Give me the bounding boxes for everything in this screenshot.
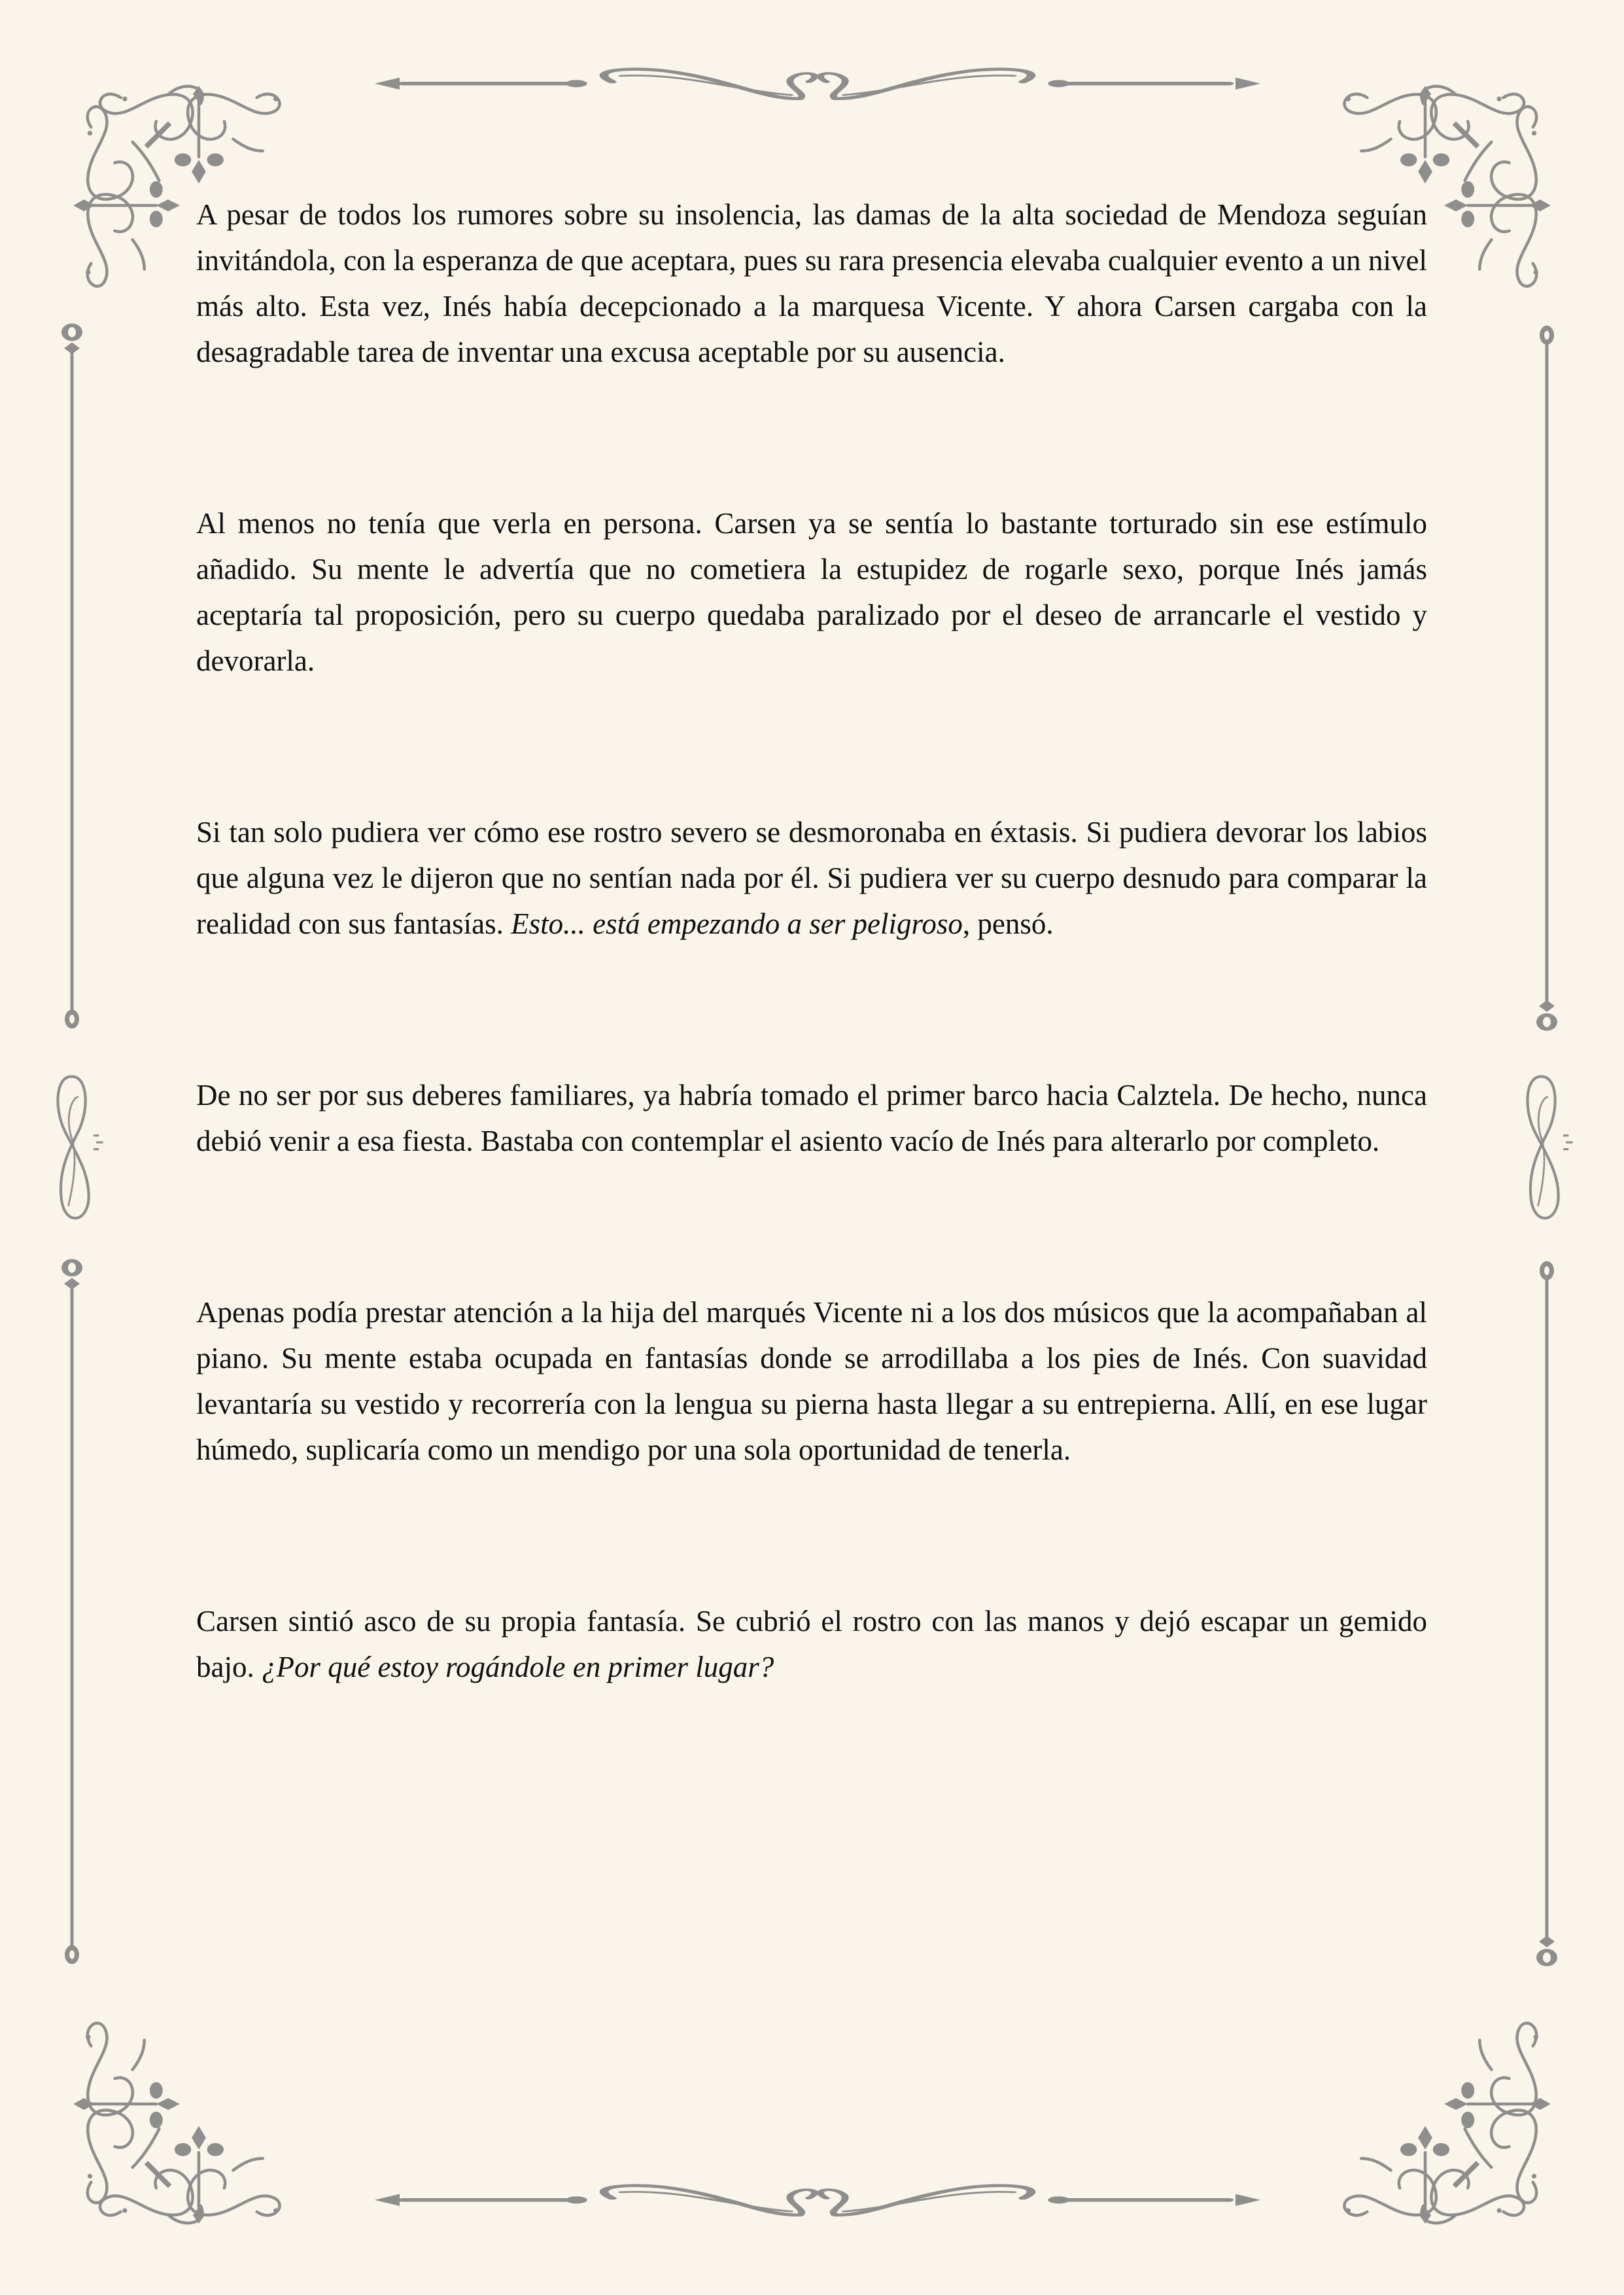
corner-flourish-bottom-right-icon — [1320, 1999, 1568, 2247]
paragraph-5-text: Apenas podía prestar atención a la hija del marqués Vicente ni a los dos músicos que la acompañaban al piano. Su mente estaba ocupada en fantasías donde se arrodillaba a los pies de Inés. Con suavidad levantaría su vestido y recorrería con la lengua su pierna hasta llegar a su entrepierna. Allí, en ese lugar húmedo, suplicaría como un mendigo por una sola oportunidad de tenerla. — [196, 1296, 1427, 1466]
paragraph-1-text: A pesar de todos los rumores sobre su insolencia, las damas de la alta sociedad de Mendoza seguían invitándola, con la esperanza de que aceptara, pues su rara presencia elevaba cualquier evento a un nivel más alto. Esta vez, Inés había decepcionado a la marquesa Vicente. Y ahora Carsen cargaba con la desagradable tarea de inventar una excusa aceptable por su ausencia. — [196, 198, 1427, 368]
body-text — [196, 192, 1427, 1827]
paragraph-6 — [196, 1598, 1427, 1690]
scroll-divider-top-icon — [353, 46, 1282, 118]
side-rod-right-lower-icon — [1534, 1256, 1560, 1969]
paragraph-6-text: Carsen sintió asco de su propia fantasía. Se cubrió el rostro con las manos y dejó escapar un gemido bajo. — [196, 1605, 1427, 1683]
paragraph-2-text: Al menos no tenía que verla en persona. Carsen ya se sentía lo bastante torturado sin ese estímulo añadido. Su mente le advertía que no cometiera la estupidez de rogarle sexo, porque Inés jamás aceptaría tal proposición, pero su cuerpo quedaba paralizado por el deseo de arrancarle el vestido y devorarla. — [196, 507, 1427, 677]
side-rod-left-lower-icon — [59, 1256, 85, 1969]
paragraph-1 — [196, 192, 1427, 375]
paragraph-2 — [196, 500, 1427, 684]
figure-eight-left-icon — [49, 1070, 108, 1227]
side-rod-right-upper-icon — [1534, 321, 1560, 1034]
scroll-divider-bottom-icon — [353, 2162, 1282, 2234]
paragraph-3-text: Si tan solo pudiera ver cómo ese rostro severo se desmoronaba en éxtasis. Si pudiera devorar los labios que alguna vez le dijeron que no sentían nada por él. Si pudiera ver su cuerpo desnudo para comparar la realidad con sus fantasías. — [196, 816, 1427, 940]
paragraph-6-italic-thought: ¿Por qué estoy rogándole en primer lugar? — [261, 1651, 774, 1683]
paragraph-3-italic-thought: Esto... está empezando a ser peligroso — [511, 907, 963, 940]
figure-eight-right-icon — [1519, 1070, 1578, 1227]
paragraph-3-text-end: , pensó. — [962, 907, 1054, 940]
paragraph-4-text: De no ser por sus deberes familiares, ya habría tomado el primer barco hacia Calztela. De hecho, nunca debió venir a esa fiesta. Bastaba con contemplar el asiento vacío de Inés para alterarlo por completo. — [196, 1079, 1427, 1157]
paragraph-4 — [196, 1072, 1427, 1164]
corner-flourish-bottom-left-icon — [56, 1999, 304, 2247]
side-rod-left-upper-icon — [59, 321, 85, 1034]
paragraph-3 — [196, 809, 1427, 947]
paragraph-5 — [196, 1289, 1427, 1473]
